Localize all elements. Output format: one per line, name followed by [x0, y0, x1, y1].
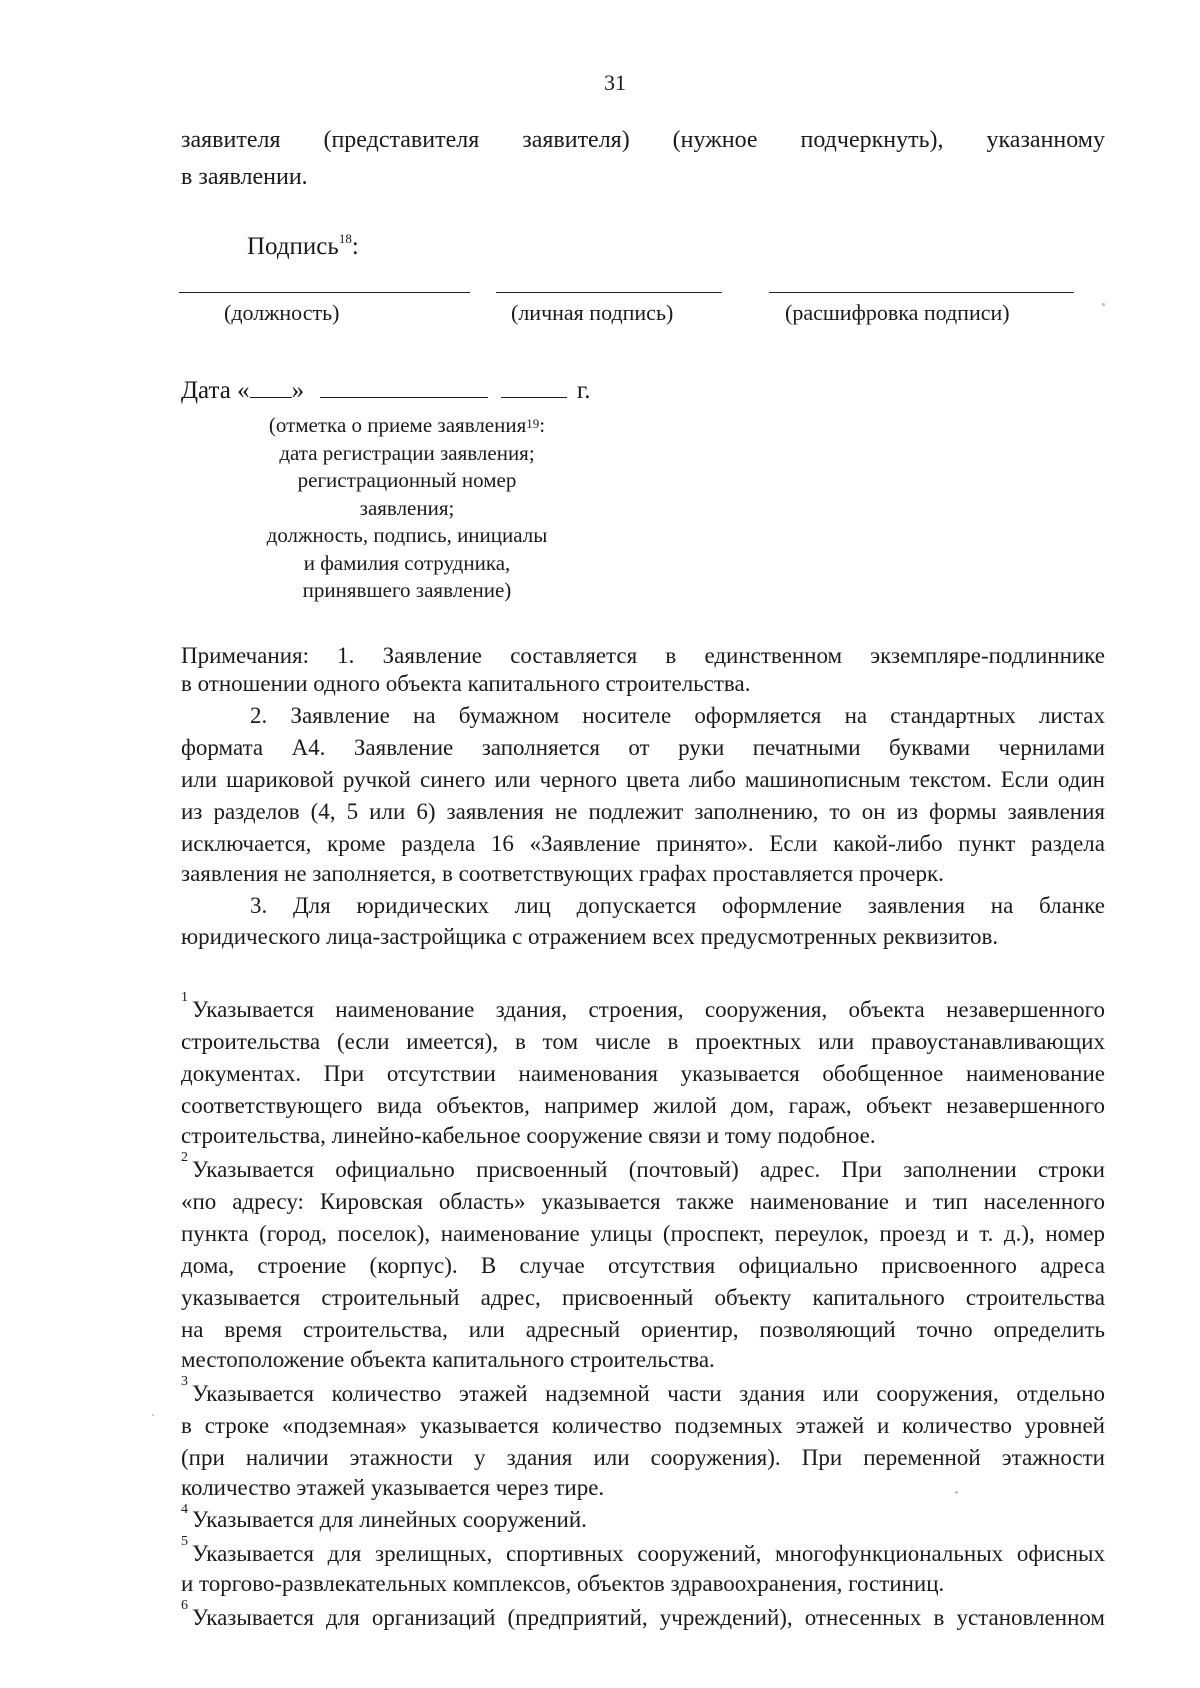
- footnote-line: (при наличии этажности у здания или сооружения). При переменной этажности: [181, 1445, 1105, 1470]
- signature-footnote-ref: 18: [338, 231, 352, 246]
- footnote-line: Указывается для линейных сооружений.: [192, 1507, 587, 1532]
- note-line: 3. Для юридических лиц допускается оформление заявления на бланке: [250, 893, 1105, 918]
- footnote-6-number: 6: [181, 1598, 188, 1613]
- receipt-line: заявления;: [359, 495, 455, 520]
- year-suffix: г.: [576, 377, 591, 404]
- receipt-mark-block: [232, 412, 582, 605]
- day-blank: [250, 377, 292, 398]
- intro-line-2: в заявлении.: [181, 164, 308, 190]
- personal-signature-caption: (личная подпись): [511, 300, 674, 325]
- year-blank: [501, 377, 567, 398]
- intro-line-1: заявителя (представителя заявителя) (нужное подчеркнуть), указанному: [181, 127, 1105, 153]
- note-line: формата А4. Заявление заполняется от руки печатными буквами чернилами: [181, 735, 1105, 760]
- date-label: Дата «: [181, 377, 250, 404]
- note-line: или шариковой ручкой синего или черного цвета либо машинописным текстом. Если один: [181, 767, 1105, 792]
- page-number: 31: [604, 70, 626, 95]
- footnote-line: дома, строение (корпус). В случае отсутствия официально присвоенного адреса: [181, 1253, 1105, 1278]
- receipt-line: и фамилия сотрудника,: [303, 550, 511, 575]
- footnote-line: строительства (если имеется), в том числе в проектных или правоустанавливающих: [181, 1029, 1105, 1054]
- footnote-line: Указывается официально присвоенный (почтовый) адрес. При заполнении строки: [192, 1157, 1105, 1182]
- note-line: исключается, кроме раздела 16 «Заявление принято». Если какой-либо пункт раздела: [181, 831, 1105, 856]
- note-line: 2. Заявление на бумажном носителе оформляется на стандартных листах: [250, 703, 1105, 728]
- receipt-footnote-ref: 19: [526, 416, 540, 431]
- receipt-line: дата регистрации заявления;: [279, 440, 535, 465]
- signature-title: Подпись: [247, 233, 339, 260]
- footnote-line: документах. При отсутствии наименования указывается обобщенное наименование: [181, 1061, 1105, 1086]
- footnote-line: Указывается наименование здания, строения, сооружения, объекта незавершенного: [192, 997, 1105, 1022]
- date-line: [181, 377, 591, 405]
- footnote-4-number: 4: [181, 1502, 188, 1517]
- scan-speck: [955, 1491, 958, 1494]
- footnote-line: пункта (город, поселок), наименование улицы (проспект, переулок, проезд и т. д.), номер: [181, 1221, 1105, 1246]
- footnote-1-number: 1: [181, 990, 188, 1005]
- footnote-line: на время строительства, или адресный ориентир, позволяющий точно определить: [181, 1317, 1105, 1342]
- note-line: в отношении одного объекта капитального строительства.: [181, 671, 751, 696]
- personal-signature-line: [496, 292, 722, 293]
- footnote-3-number: 3: [181, 1374, 188, 1389]
- signature-transcript-caption: (расшифровка подписи): [785, 300, 1010, 325]
- receipt-line-1: [232, 412, 582, 440]
- month-blank: [320, 377, 488, 398]
- signature-transcript-line: [769, 292, 1074, 293]
- position-caption: (должность): [224, 300, 340, 325]
- footnote-line: соответствующего вида объектов, например жилой дом, гараж, объект незавершенного: [181, 1093, 1105, 1118]
- footnote-5-number: 5: [181, 1534, 188, 1549]
- receipt-line-1-text: (отметка о приеме заявления: [268, 413, 527, 437]
- footnote-line: и торгово-развлекательных комплексов, объектов здравоохранения, гостиниц.: [181, 1571, 945, 1596]
- note-line: юридического лица-застройщика с отражением всех предусмотренных реквизитов.: [181, 924, 999, 949]
- receipt-line: должность, подпись, инициалы: [266, 523, 548, 547]
- footnote-line: местоположение объекта капитального строительства.: [181, 1347, 715, 1372]
- footnote-line: «по адресу: Кировская область» указывается также наименование и тип населенного: [181, 1189, 1105, 1214]
- note-line: из разделов (4, 5 или 6) заявления не подлежит заполнению, то он из формы заявления: [181, 799, 1105, 824]
- date-close-quote: »: [291, 377, 305, 404]
- note-line: Примечания: 1. Заявление составляется в единственном экземпляре-подлиннике: [181, 643, 1105, 668]
- note-line: заявления не заполняется, в соответствующих графах проставляется прочерк.: [181, 861, 944, 886]
- position-signature-line: [179, 292, 470, 293]
- footnote-2-number: 2: [181, 1150, 188, 1165]
- footnote-line: в строке «подземная» указывается количество подземных этажей и количество уровней: [181, 1413, 1105, 1438]
- footnote-line: указывается строительный адрес, присвоенный объекту капитального строительства: [181, 1285, 1105, 1310]
- footnote-line: Указывается для зрелищных, спортивных сооружений, многофункциональных офисных: [192, 1541, 1105, 1566]
- footnote-line: Указывается для организаций (предприятий, учреждений), отнесенных в установленном: [192, 1605, 1105, 1630]
- receipt-line: принявшего заявление): [302, 578, 512, 602]
- footnote-line: Указывается количество этажей надземной части здания или сооружения, отдельно: [192, 1381, 1105, 1406]
- receipt-line-1-colon: :: [539, 413, 546, 437]
- scan-speck: [152, 1414, 154, 1416]
- signature-colon: :: [351, 233, 359, 260]
- signature-heading: [247, 233, 359, 261]
- footnote-line: количество этажей указывается через тире.: [181, 1475, 605, 1500]
- receipt-line: регистрационный номер: [297, 468, 517, 492]
- footnote-line: строительства, линейно-кабельное сооружение связи и тому подобное.: [181, 1123, 876, 1148]
- scan-speck: [1102, 303, 1105, 306]
